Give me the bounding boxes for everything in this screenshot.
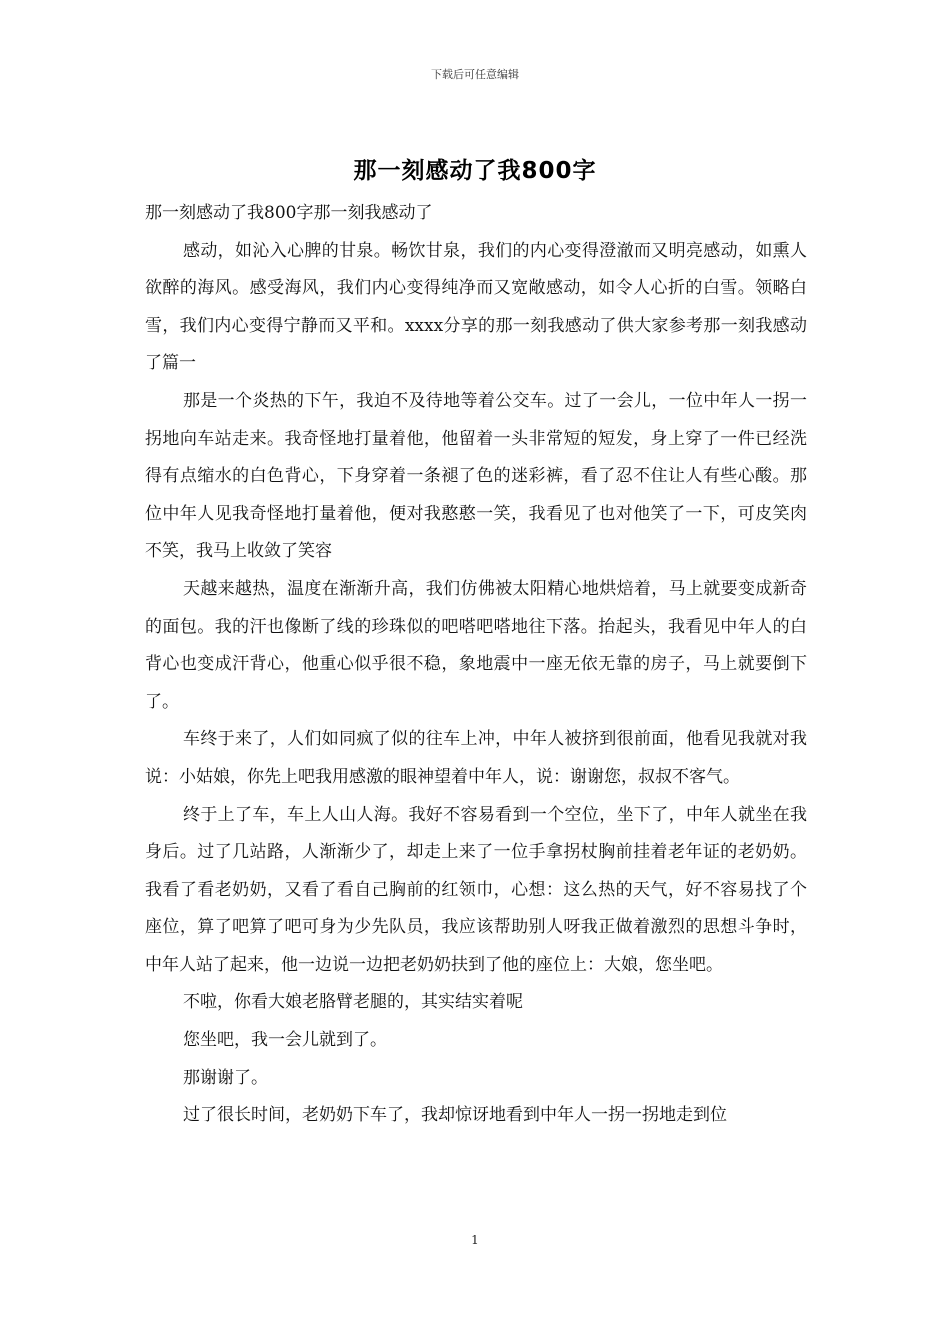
paragraph: 您坐吧，我一会儿就到了。 xyxy=(183,1030,387,1051)
paragraph: 那是一个炎热的下午，我迫不及待地等着公交车。过了一会儿，一位中年人一拐一拐地向车站走来。我奇怪地打量着他，他留着一头非常短的短发，身上穿了一件已经洗得有点缩水的白色背心，下身穿着一条褪了色的迷彩裤，看了忍不住让人有些心酸。那位中年人见我奇怪地打量着他，便对我憨憨一笑，我看见了也对他笑了一下，可皮笑肉不笑，我马上收敛了笑容 xyxy=(145,390,807,562)
paragraph: 感动，如沁入心脾的甘泉。畅饮甘泉，我们的内心变得澄澈而又明亮感动，如熏人欲醉的海风。感受海风，我们内心变得纯净而又宽敞感动，如令人心折的白雪。领略白雪，我们内心变得宁静而又平和。xxxx分享的那一刻我感动了供大家参考那一刻我感动了篇一 xyxy=(145,240,807,374)
paragraph: 不啦，你看大娘老胳臂老腿的，其实结实着呢 xyxy=(183,992,523,1013)
page-header: 下载后可任意编辑 xyxy=(431,68,519,81)
paragraph: 那谢谢了。 xyxy=(183,1067,268,1088)
paragraph: 天越来越热，温度在渐渐升高，我们仿佛被太阳精心地烘焙着，马上就要变成新奇的面包。我的汗也像断了线的珍珠似的吧嗒吧嗒地往下落。抬起头，我看见中年人的白背心也变成汗背心，他重心似乎很不稳，象地震中一座无依无靠的房子，马上就要倒下了。 xyxy=(145,578,807,712)
paragraph: 车终于来了，人们如同疯了似的往车上冲，中年人被挤到很前面，他看见我就对我说：小姑娘，你先上吧我用感激的眼神望着中年人，说：谢谢您，叔叔不客气。 xyxy=(145,729,807,787)
paragraph-subtitle: 那一刻感动了我800字那一刻我感动了 xyxy=(145,203,433,223)
paragraph: 过了很长时间，老奶奶下车了，我却惊讶地看到中年人一拐一拐地走到位 xyxy=(183,1105,727,1126)
document-title: 那一刻感动了我800字 xyxy=(353,158,597,184)
page-number: 1 xyxy=(471,1233,479,1247)
document-body xyxy=(145,195,807,1135)
paragraph: 终于上了车，车上人山人海。我好不容易看到一个空位，坐下了，中年人就坐在我身后。过了几站路，人渐渐少了，却走上来了一位手拿拐杖胸前挂着老年证的老奶奶。我看了看老奶奶，又看了看自己胸前的红领巾，心想：这么热的天气，好不容易找了个座位，算了吧算了吧可身为少先队员，我应该帮助别人呀我正做着激烈的思想斗争时，中年人站了起来，他一边说一边把老奶奶扶到了他的座位上：大娘，您坐吧。 xyxy=(145,804,807,975)
